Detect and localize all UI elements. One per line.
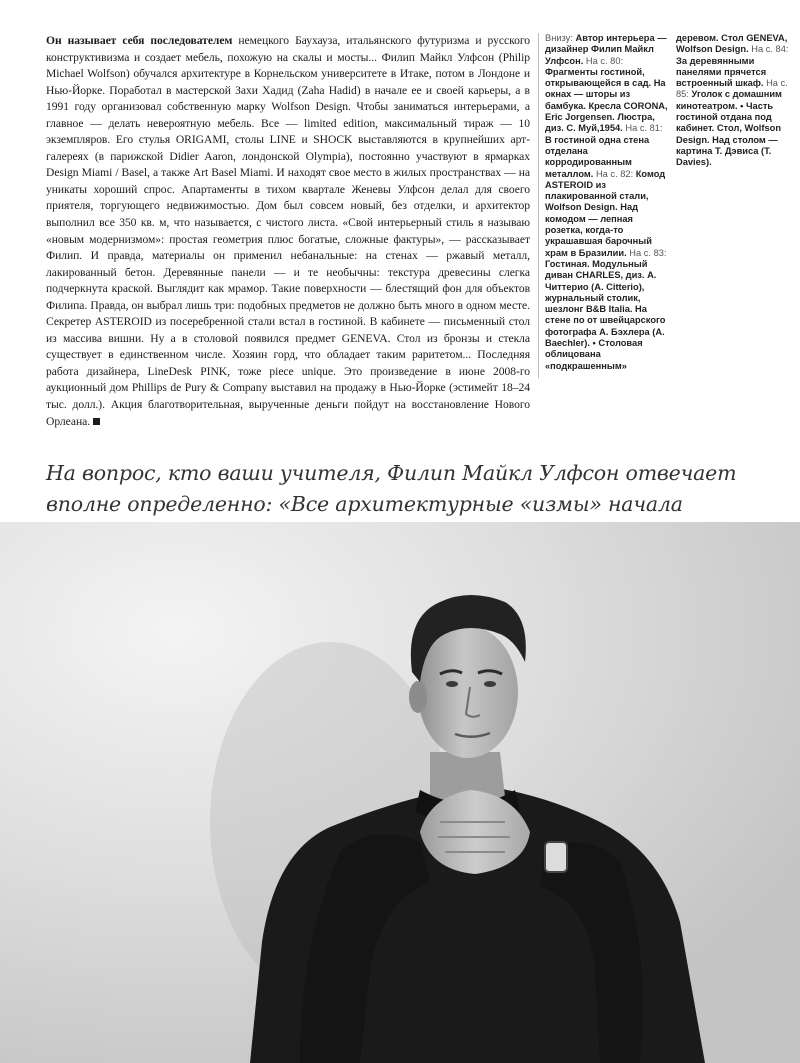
- portrait-icon: [0, 522, 800, 1063]
- caption-item: На с. 82: Комод ASTEROID из плакированной стали, Wolfson Design. Над комодом — лепная розетка, когда-то украшавшая барочный храм в Бразилии.: [545, 168, 666, 258]
- caption-item: На с. 83: Гостиная. Модульный диван CHARLES, диз. А. Читтерио (A. Citterio), журнальный столик, шезлонг B&B Italia. На стене по от швейцарского фотографа А. Бэхлера (A. Baechler). • Столовая облицована «подкрашенным» деревом. Стол GENEVA, Wolfson Design.: [545, 33, 788, 371]
- pull-quote: На вопрос, кто ваши учителя, Филип Майкл Улфсон отвечает вполне определенно: «Все архитектурные «измы» начала: [46, 461, 737, 516]
- article-lead: Он называет себя последователем: [46, 34, 233, 47]
- caption-item: На с. 84: За деревянными панелями прячется встроенный шкаф.: [676, 44, 789, 89]
- caption-item: Внизу: Автор интерьера — дизайнер Филип Майкл Улфсон.: [545, 33, 667, 66]
- caption-item: На с. 81: В гостиной одна стена отделана корродированным металлом.: [545, 123, 663, 179]
- article-body: [46, 33, 530, 430]
- caption-item: На с. 85: Уголок с домашним кинотеатром. • Часть гостиной отдана под кабинет. Стол, Wolfson Design. Над столом — картина Т. Дэвиса (T. Davies).: [676, 78, 788, 168]
- portrait-photo: [0, 522, 800, 1063]
- end-of-article-mark: [93, 418, 100, 425]
- caption-item: На с. 80: Фрагменты гостиной, открывающейся в сад. На окнах — шторы из бамбука. Кресла CORONA, Eric Jorgensen. Люстра, диз. С. Муй,1954.: [545, 55, 668, 134]
- photo-captions: [538, 33, 799, 378]
- article-text: немецкого Баухауза, итальянского футуризма и русского конструктивизма и создает мебель, похожую на скалы и мосты... Филип Майкл Улфсон (Philip Michael Wolfson) обучался архитектуре в Корнельском университете в Итаке, потом в Лондоне и Нью-Йорке. Поработал в мастерской Захи Хадид (Zaha Hadid) в начале ее и своей карьеры, а в 1991 году организовал собственную марку Wolfson Design. Чтобы заниматься интерьерами, а главное — делать невероятную мебель. Все — limited edition, максимальный тираж — 10 экземпляров. Его стулья ORIGAMI, столы LINE и SHOCK выставляются в крупнейших арт-галереях (в парижской Didier Aaron, лондонской Olympia), постоянно участвуют в ярмарках Design Miami / Basel, а также Art Basel Miami. И находят свое место в жилых пространствах — на уникаты хороший спрос. Апартаменты в тихом квартале Женевы Улфсон делал для своего приятеля, торгующего недвижимостью. Дом был совсем новый, без отделки, и архитектор выполнил все 350 кв. м, что называется, с чистого листа. «Свой интерьерный стиль я называю «новым модернизмом»: простая геометрия плюс богатые, сложные фактуры», — рассказывает Филип. И правда, материалы он применил небанальные: на стенах — ржавый металл, лакированный бетон. Деревянные панели — и те необычны: текстура древесины слегка подчеркнута краской. Выглядит как мрамор. Такие поверхности — блестящий фон для объектов Филипа. Правда, он выбрал лишь три: подобных предметов не должно быть много в одном месте. Секретер ASTEROID из посеребренной стали встал в гостиной. В кабинете — письменный стол из массива вишни. Ну а в столовой появился предмет GENEVA. Стол из бронзы и стекла существует в единственном числе. Хозяин горд, что обладает таким раритетом... Последняя работа дизайнера, LineDesk PINK, тоже piece unique. Это произведение в июне 2008-го аукционный дом Phillips de Pury & Company выставил на продажу в Нью-Йорке (эстимейт 18–24 тыс. долл.). Акция благотворительная, вырученные деньги пойдут на восстановление Нового Орлеана.: [46, 34, 530, 428]
